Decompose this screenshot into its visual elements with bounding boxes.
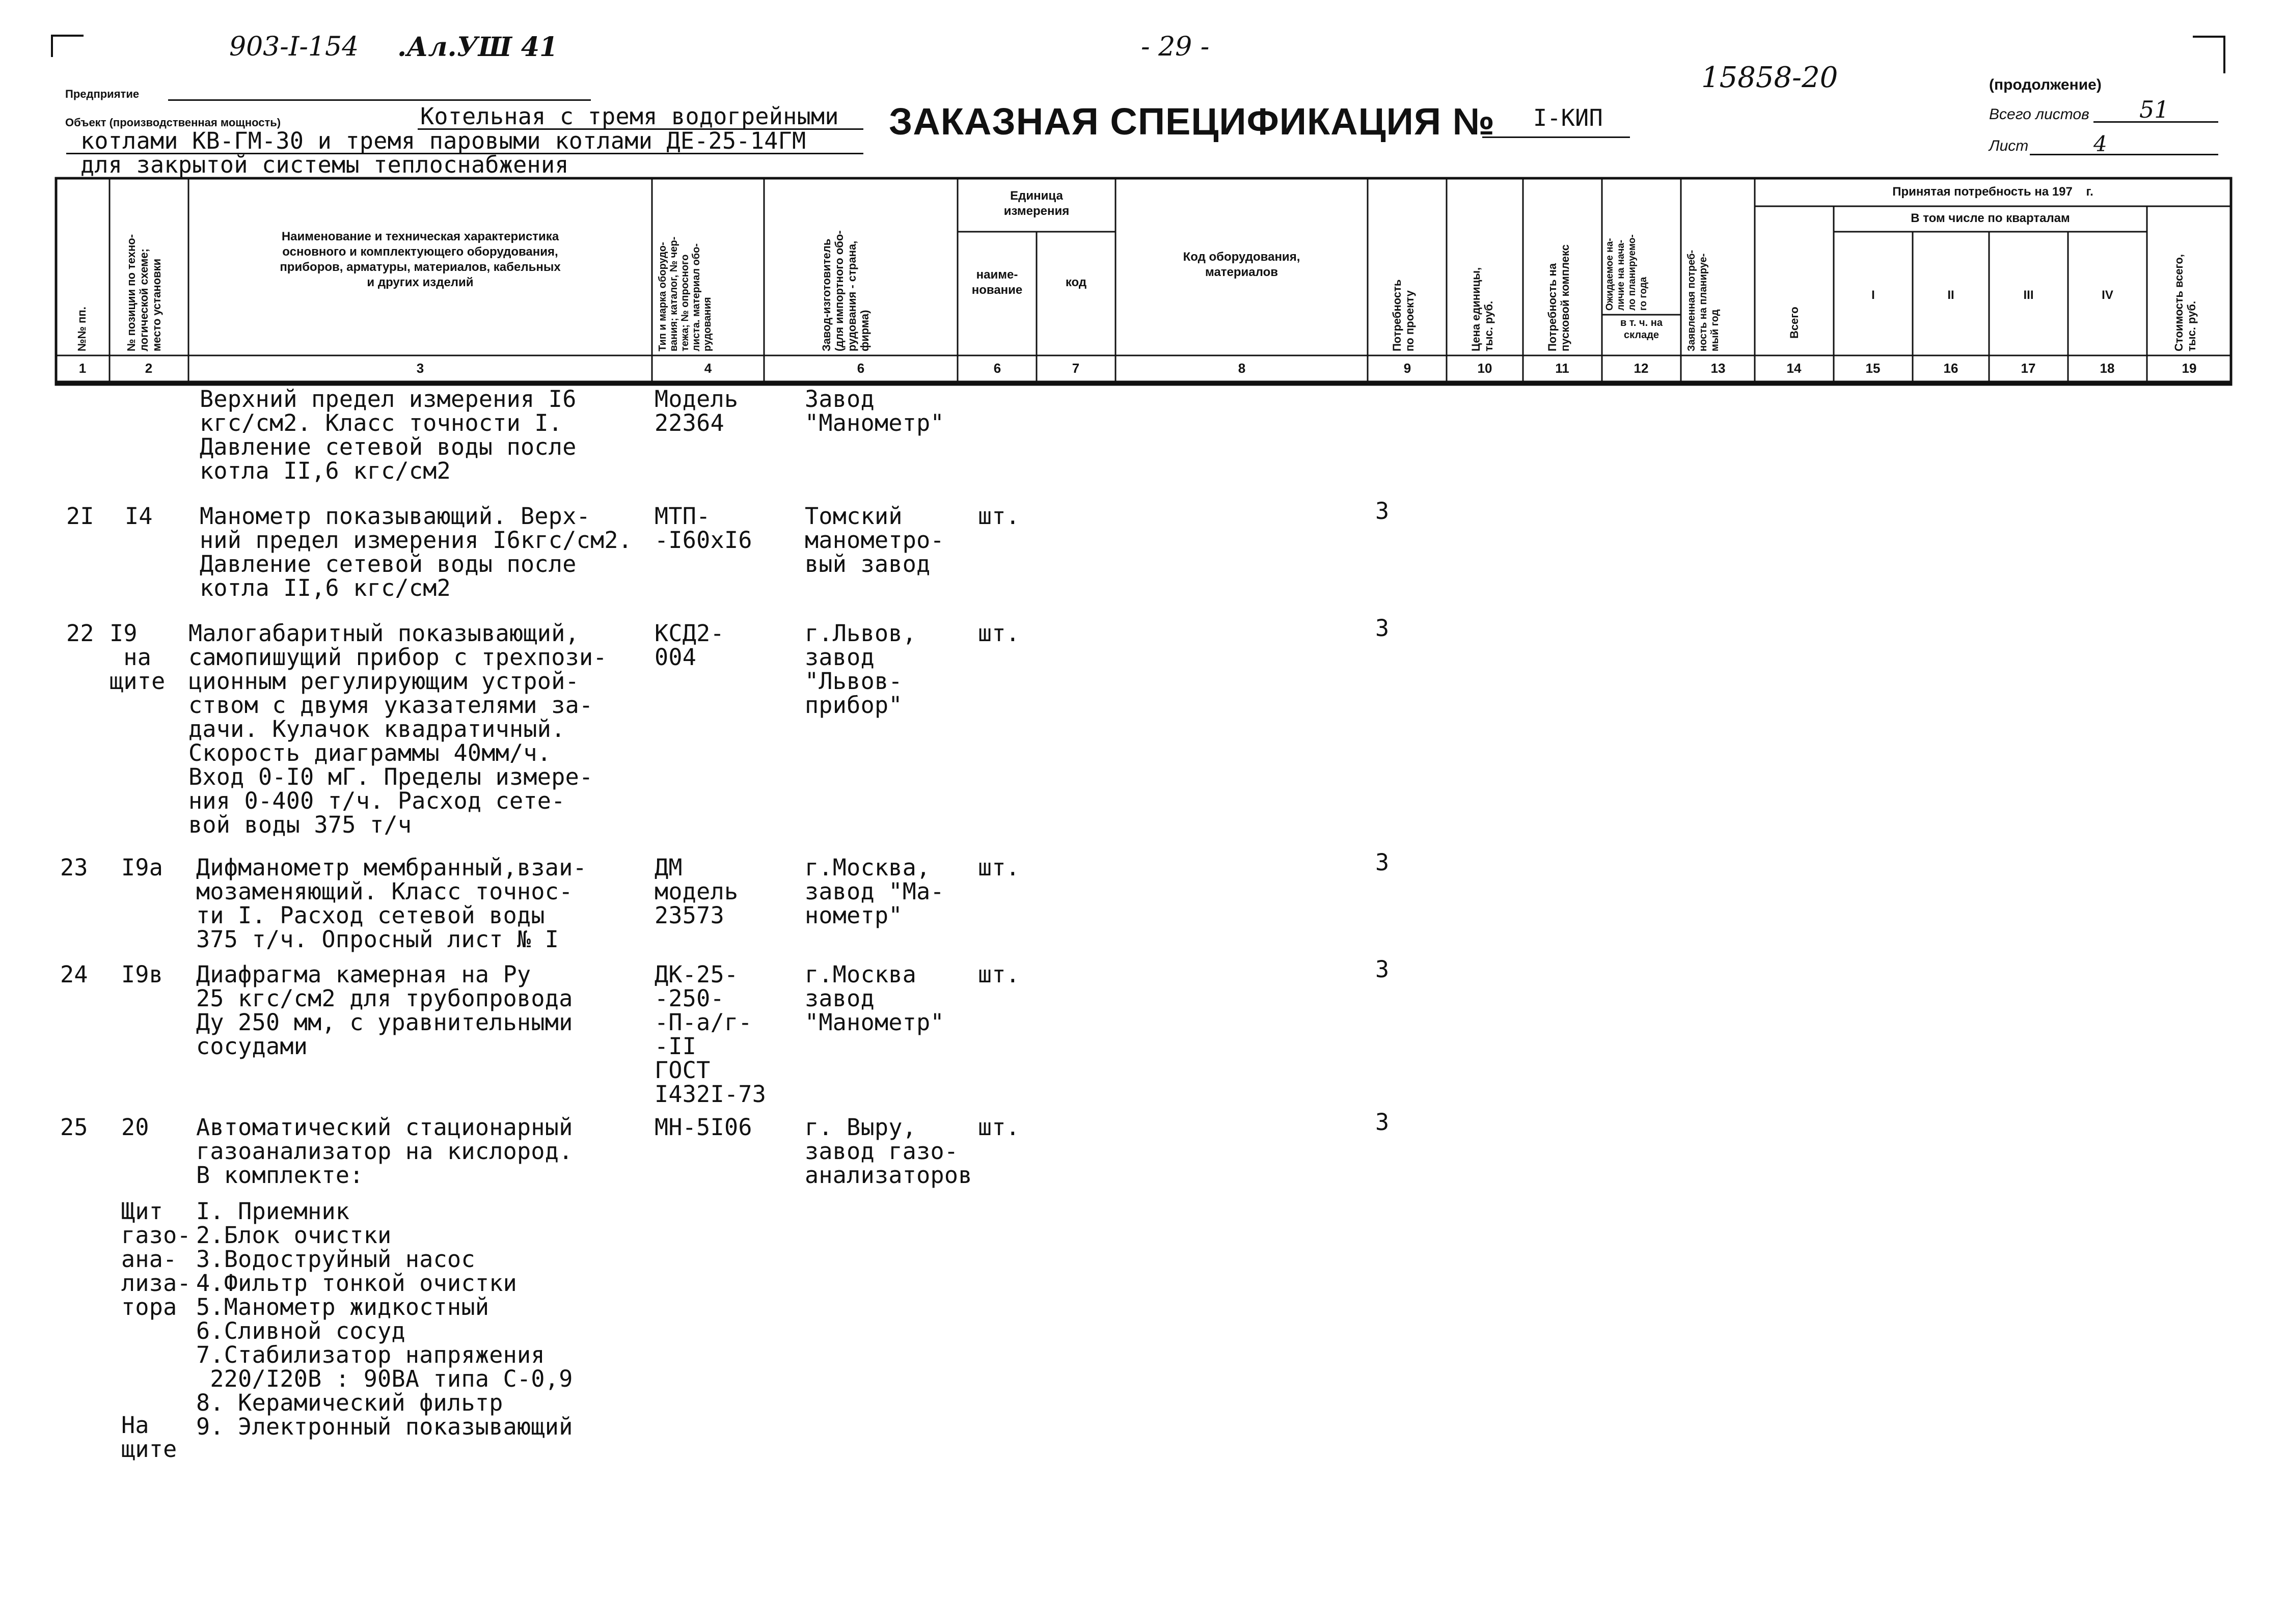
header-col-3: Наименование и техническая характеристика основного и комплектующего оборудования, приборов, арматуры, материалов, кабельных и других изделий (280, 230, 561, 289)
header-accepted: Принятая потребность на 197 г. (1892, 185, 2093, 199)
colnum-8: 8 (1238, 361, 1246, 376)
header-col-11: Потребность на пусковой комплекс (1546, 244, 1571, 351)
object-line-2: котлами КВ-ГМ-30 и тремя паровыми котлами ДЕ-25-14ГМ (80, 127, 806, 154)
colnum-17: 17 (2021, 361, 2036, 376)
row-25-position: 20 (121, 1114, 149, 1141)
colnum-13: 13 (1710, 361, 1726, 376)
header-col-8: Код оборудования, материалов (1183, 250, 1300, 279)
colnum-2: 2 (145, 361, 153, 376)
header-col-2: № позиции по техно- логической схеме; место установки (125, 234, 163, 351)
row-23-name: Дифманометр мембранный,взаи- мозаменяющий. Класс точнос- ти I. Расход сетевой воды 375 т/ч. Опросный лист № I (196, 854, 587, 953)
doc-code: 903-I-154 (229, 32, 359, 62)
continuation-label: (продолжение) (1989, 76, 2102, 93)
header-unit: Единица измерения (1003, 189, 1070, 218)
kit-position-2: На щите (121, 1412, 177, 1463)
header-col-1: №№ пп. (75, 307, 88, 351)
row-24-maker: г.Москва завод "Манометр" (805, 961, 944, 1036)
row-23-type: ДМ модель 23573 (655, 854, 739, 929)
row-23-qty: 3 (1375, 849, 1390, 876)
colnum-18: 18 (2100, 361, 2115, 376)
colnum-12: 12 (1634, 361, 1649, 376)
row-0-maker: Завод "Манометр" (805, 386, 944, 436)
header-q4: IV (2102, 288, 2113, 302)
header-col-12b: в т. ч. на складе (1620, 317, 1663, 341)
header-q2: II (1947, 288, 1954, 302)
colnum-9: 9 (1403, 361, 1411, 376)
colnum-15: 15 (1865, 361, 1881, 376)
colnum-6: 6 (993, 361, 1001, 376)
row-21-type: МТП- -I60хI6 (655, 503, 752, 554)
row-21-position: I4 (125, 503, 153, 530)
header-col-13: Заявленная потреб- ность на планируе- мый год (1686, 250, 1721, 351)
row-22-position: I9 на щите (110, 620, 166, 695)
header-col-14: Всего (1788, 307, 1801, 339)
row-25-number: 25 (60, 1114, 88, 1141)
row-23-position: I9а (121, 854, 164, 881)
header-unit-name: наиме- нование (971, 268, 1023, 297)
header-quarters: В том числе по кварталам (1911, 211, 2070, 225)
row-21-maker: Томский манометро- вый завод (805, 503, 944, 577)
archive-number: 15858-20 (1701, 61, 1838, 94)
total-sheets-value: 51 (2139, 96, 2169, 123)
row-21-number: 2I (66, 503, 94, 530)
header-unit-code: код (1065, 276, 1087, 289)
header-q1: I (1871, 288, 1875, 302)
row-22-qty: 3 (1375, 615, 1390, 642)
colnum-4: 4 (704, 361, 712, 376)
row-22-type: КСД2- 004 (655, 620, 724, 671)
row-24-number: 24 (60, 961, 88, 988)
row-21-qty: 3 (1375, 498, 1390, 525)
header-col-9: Потребность по проекту (1391, 279, 1416, 351)
row-25-unit: шт. (978, 1114, 1020, 1141)
row-23-unit: шт. (978, 854, 1020, 881)
total-sheets-label: Всего листов (1989, 106, 2089, 123)
enterprise-label: Предприятие (65, 88, 140, 100)
colnum-1: 1 (78, 361, 87, 376)
colnum-3: 3 (416, 361, 424, 376)
header-col-5: Завод-изготовитель (для импортного обо- рудования - страна, фирма) (820, 230, 871, 351)
row-22-maker: г.Львов, завод "Львов- прибор" (805, 620, 917, 719)
kit-position: Щит газо- ана- лиза- тора (121, 1198, 191, 1320)
header-col-4: Тип и марка оборудо- вания; каталог, № чер- тежа; № опросного листа. материал обо- рудования (657, 236, 713, 351)
row-25-type: МН-5I06 (655, 1114, 752, 1141)
row-24-qty: 3 (1375, 956, 1390, 983)
object-label: Объект (производственная мощность) (65, 116, 281, 129)
colnum-14: 14 (1786, 361, 1802, 376)
row-24-position: I9в (121, 961, 164, 988)
row-24-unit: шт. (978, 961, 1020, 988)
colnum-11: 11 (1555, 361, 1569, 376)
object-line-1: Котельная с тремя водогрейными (420, 103, 839, 130)
header-col-12a: Ожидаемое на- личие на нача- ло планируемо- го года (1604, 234, 1649, 311)
row-0-type: Модель 22364 (655, 386, 739, 436)
header-col-10: Цена единицы, тыс. руб. (1469, 267, 1495, 351)
row-25-name: Автоматический стационарный газоанализатор на кислород. В комплекте: (196, 1114, 573, 1189)
row-24-type: ДК-25- -250- -П-а/г- -II ГОСТ I432I-73 (655, 961, 767, 1108)
row-25-maker: г. Выру, завод газо- анализаторов (805, 1114, 972, 1189)
row-22-name: Малогабаритный показывающий, самопишущий прибор с трехпози- ционным регулирующим устрой- ством с двумя указателями за- дачи. Кулачок квадратичный. Скорость диаграммы 40мм/ч. Вход 0-I0 мГ. Пределы измере- ния 0-400 т/ч. Расход сете- вой воды 375 т/ч (188, 620, 607, 838)
row-21-name: Манометр показывающий. Верх- ний предел измерения I6кгс/см2. Давление сетевой воды после котла II,6 кгс/см2 (200, 503, 633, 601)
row-24-name: Диафрагма камерная на Ру 25 кгс/см2 для трубопровода Ду 250 мм, с уравнительными сосудами (196, 961, 573, 1060)
kit-items: I. Приемник 2.Блок очистки 3.Водоструйный насос 4.Фильтр тонкой очистки 5.Манометр жидкостный 6.Сливной сосуд 7.Стабилизатор напряжения 220/I20В : 90ВА типа С-0,9 8. Керамический фильтр 9. Электронный показывающий (196, 1198, 573, 1440)
page-title: ЗАКАЗНАЯ СПЕЦИФИКАЦИЯ № (889, 100, 1495, 143)
page-number: - 29 - (1141, 32, 1210, 62)
row-23-number: 23 (60, 854, 88, 881)
row-22-number: 22 (66, 620, 94, 647)
colnum-19: 19 (2182, 361, 2197, 376)
colnum-7: 7 (1072, 361, 1080, 376)
album-ref: .Ал.УШ 41 (397, 32, 558, 63)
header-q3: III (2023, 288, 2034, 302)
row-21-unit: шт. (978, 503, 1020, 530)
row-22-unit: шт. (978, 620, 1020, 647)
object-line-3: для закрытой системы теплоснабжения (80, 151, 569, 178)
colnum-10: 10 (1477, 361, 1492, 376)
row-23-maker: г.Москва, завод "Ма- нометр" (805, 854, 944, 929)
colnum-16: 16 (1943, 361, 1958, 376)
colnum-5: 6 (857, 361, 865, 376)
header-col-19: Стоимость всего, тыс. руб. (2172, 254, 2198, 351)
sheet-value: 4 (2093, 131, 2107, 156)
row-25-qty: 3 (1375, 1109, 1390, 1136)
sheet-label: Лист (1989, 137, 2029, 154)
row-0-name: Верхний предел измерения I6 кгс/см2. Класс точности I. Давление сетевой воды после котла II,6 кгс/см2 (200, 386, 577, 484)
spec-number: I-КИП (1533, 104, 1603, 131)
